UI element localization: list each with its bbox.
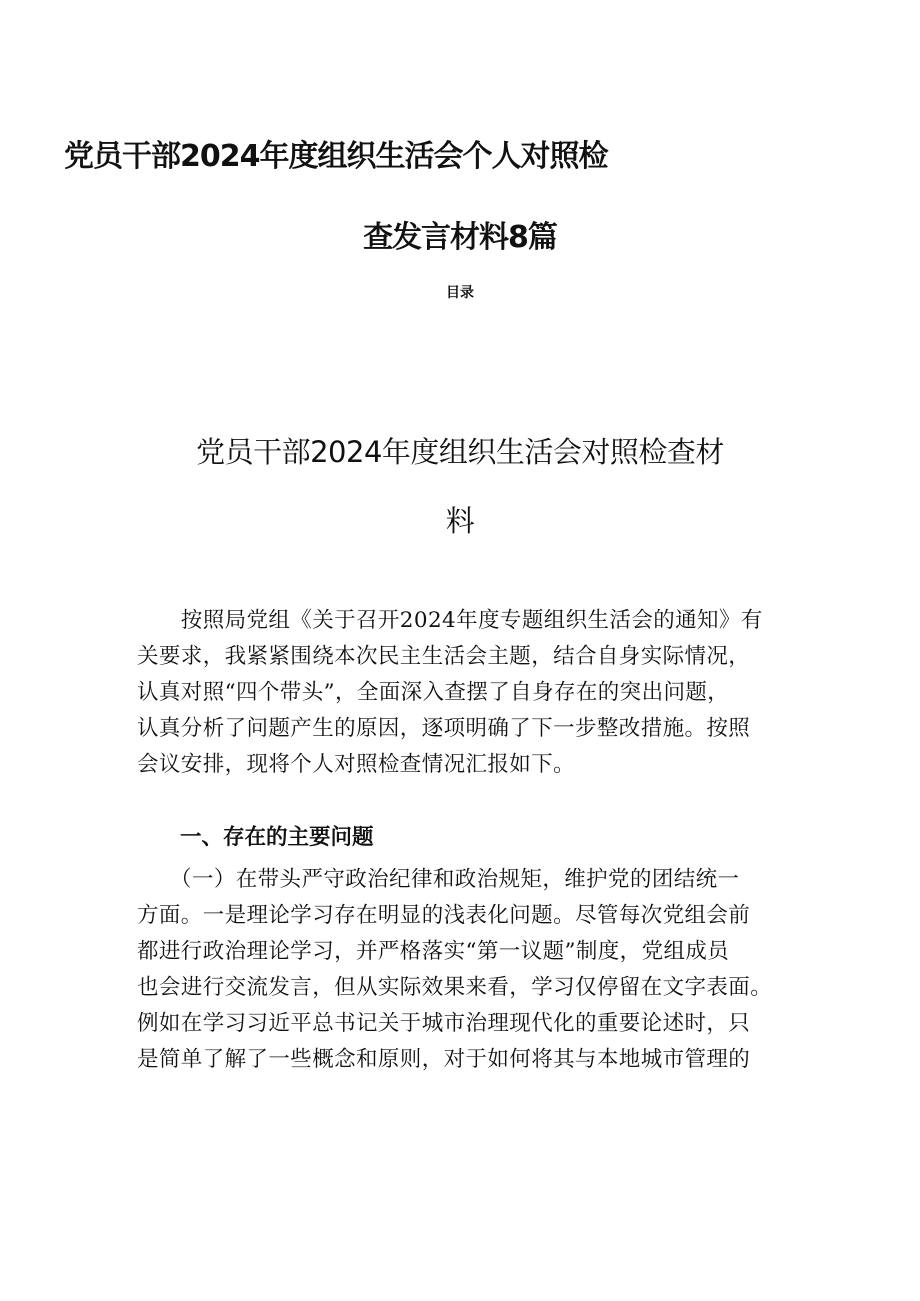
paragraph-line: 都进行政治理论学习，并严格落实“第一议题”制度，党组成员 bbox=[137, 939, 730, 964]
paragraph-line: 例如在学习习近平总书记关于城市治理现代化的重要论述时，只 bbox=[137, 1011, 751, 1036]
section-paragraph bbox=[137, 862, 799, 1078]
paragraph-line: 会议安排，现将个人对照检查情况汇报如下。 bbox=[137, 752, 576, 777]
paragraph-line: 按照局党组《关于召开2024年度专题组织生活会的通知》有 bbox=[137, 608, 763, 633]
article-title-line-1: 党员干部2024年度组织生活会对照检查材 bbox=[196, 435, 724, 469]
section-heading: 一、存在的主要问题 bbox=[180, 825, 374, 850]
paragraph-line: 是简单了解了一些概念和原则，对于如何将其与本地城市管理的 bbox=[137, 1047, 751, 1072]
document-title-line-2: 查发言材料8篇 bbox=[363, 220, 557, 255]
article-title-line-2: 料 bbox=[445, 504, 475, 538]
document-title-line-1: 党员干部2024年度组织生活会个人对照检 bbox=[64, 139, 608, 174]
paragraph-line: 也会进行交流发言，但从实际效果来看，学习仅停留在文字表面。 bbox=[137, 975, 773, 1000]
paragraph-line: 认真对照“四个带头”，全面深入查摆了自身存在的突出问题， bbox=[137, 680, 730, 705]
paragraph-line: （一）在带头严守政治纪律和政治规矩，维护党的团结统一 bbox=[137, 867, 740, 892]
paragraph-line: 认真分析了问题产生的原因，逐项明确了下一步整改措施。按照 bbox=[137, 716, 751, 741]
paragraph-line: 关要求，我紧紧围绕本次民主生活会主题，结合自身实际情况， bbox=[137, 644, 751, 669]
table-of-contents-label: 目录 bbox=[446, 285, 474, 301]
intro-paragraph bbox=[137, 603, 799, 783]
paragraph-line: 方面。一是理论学习存在明显的浅表化问题。尽管每次党组会前 bbox=[137, 903, 751, 928]
